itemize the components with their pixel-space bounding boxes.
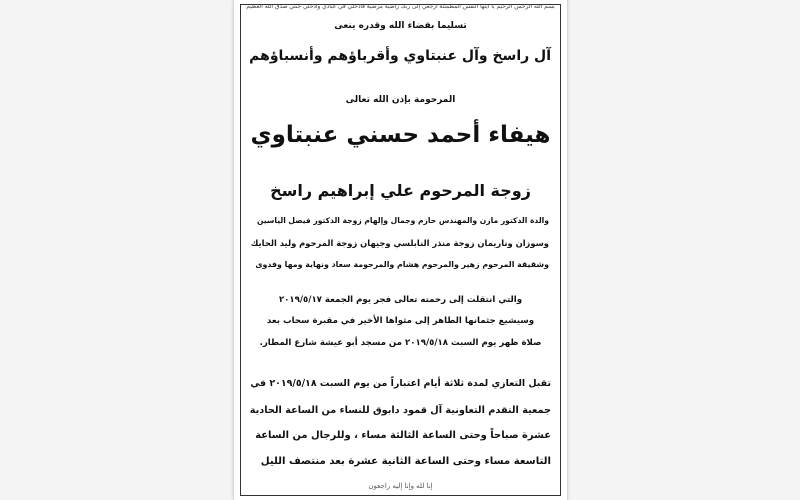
top-verse: بسم الله الرحمن الرحيم يا أيتها النفس المطمئنة ارجعي إلى ربك راضية مرضية فادخلي في عبادي وادخلي جنتي صدق الله العظيم xyxy=(246,4,555,10)
notice-frame xyxy=(240,4,561,496)
deceased-intro: المرحومة بإذن الله تعالى xyxy=(345,95,456,105)
death-line: والتي انتقلت إلى رحمته تعالى فجر يوم الجمعة ٢٠١٩/٥/١٧ xyxy=(278,295,523,305)
families-line: آل راسخ وآل عنبتاوي وأقرباؤهم وأنسباؤهم xyxy=(249,48,551,64)
relatives-line: وسوزان وناريمان زوجة منذر النابلسي وجيهان زوجة المرحوم وليد الحايك xyxy=(250,238,549,248)
intro-line: تسليما بقضاء الله وقدره ينعى xyxy=(334,21,467,31)
condolence-line: التاسعة مساء وحتى الساعة الثانية عشرة بعد منتصف الليل xyxy=(260,456,551,467)
death-line: صلاة ظهر يوم السبت ٢٠١٩/٥/١٨ من مسجد أبو عيشة شارع المطار. xyxy=(259,338,542,348)
condolence-line: عشرة صباحاً وحتى الساعة الثالثة مساء ، وللرجال من الساعة xyxy=(255,430,551,441)
deceased-name: هيفاء أحمد حسني عنبتاوي xyxy=(250,122,551,148)
bottom-verse: إنا لله وإنا إليه راجعون xyxy=(368,482,433,490)
relatives-line: والدة الدكتور مازن والمهندس حازم وجمال وإلهام زوجة الدكتور فيصل الياسين xyxy=(256,216,549,225)
death-line: وسيشيع جثمانها الطاهر إلى مثواها الأخير في مقبرة سحاب بعد xyxy=(266,316,535,326)
spouse-line: زوجة المرحوم علي إبراهيم راسخ xyxy=(270,181,531,200)
relatives-line: وشقيقة المرحوم زهير والمرحوم هشام والمرحومة سعاد ونهاية ومها وفدوى xyxy=(255,260,549,269)
condolence-line: جمعية التقدم التعاونية آل قمود دابوق للنساء من الساعة الحادية xyxy=(249,405,551,416)
condolence-line: تقبل التعازي لمدة ثلاثة أيام اعتباراً من يوم السبت ٢٠١٩/٥/١٨ في xyxy=(250,378,551,389)
obituary-notice xyxy=(233,0,568,500)
